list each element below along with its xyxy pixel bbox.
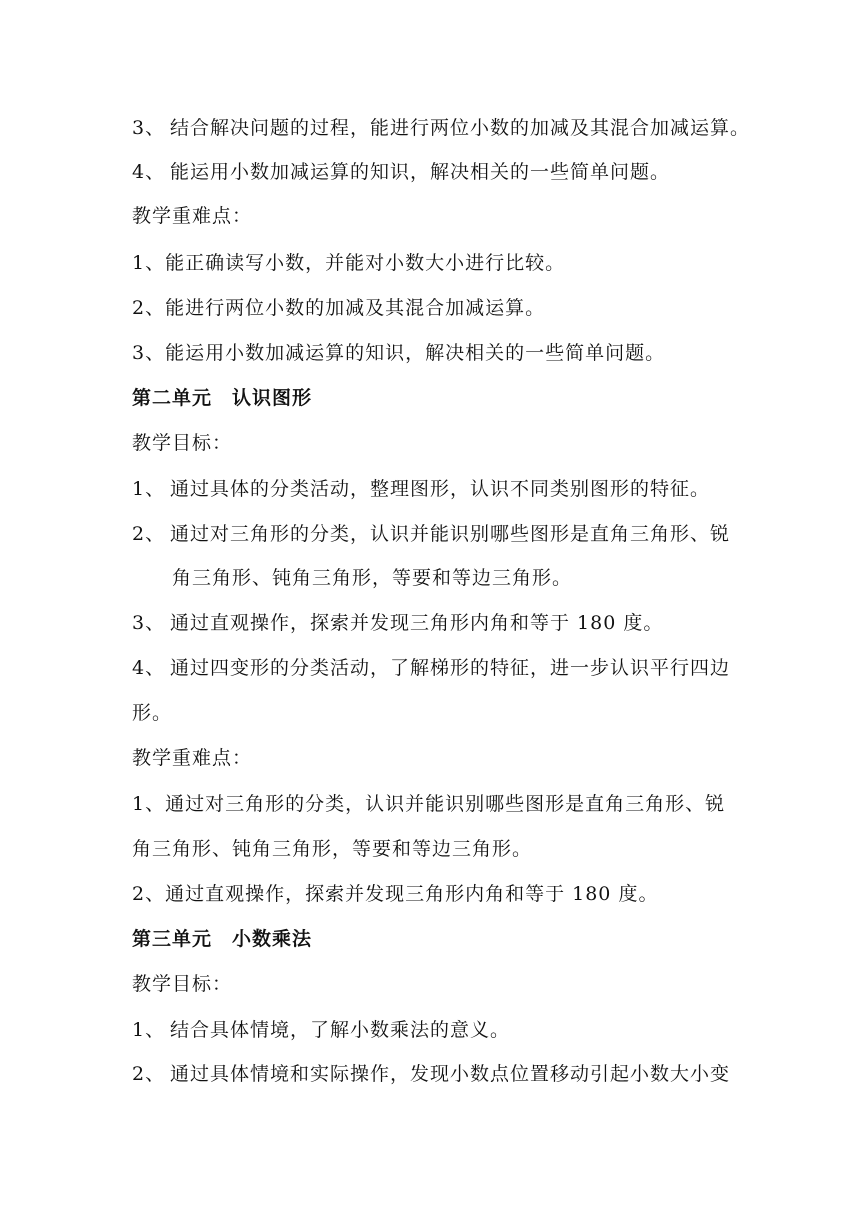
objective-item-2-continuation: 角三角形、钝角三角形，等要和等边三角形。 xyxy=(172,567,573,589)
objective-item-3 xyxy=(132,116,750,140)
item-number: 1、 xyxy=(132,1019,166,1041)
item-text: 能进行两位小数的加减及其混合加减运算。 xyxy=(165,297,546,319)
item-text: 结合解决问题的过程，能进行两位小数的加减及其混合加减运算。 xyxy=(170,117,751,139)
key-difficulties-label: 教学重难点： xyxy=(132,205,253,227)
item-number: 1、 xyxy=(132,252,166,274)
item-text: 通过具体情境和实际操作，发现小数点位置移动引起小数大小变 xyxy=(170,1063,731,1085)
objective-item-2 xyxy=(132,522,730,546)
item-text: 通过直观操作，探索并发现三角形内角和等于 180 度。 xyxy=(170,612,664,634)
unit-3-heading: 第三单元 小数乘法 xyxy=(132,928,313,950)
objective-item-1 xyxy=(132,1018,510,1042)
difficulty-item-1 xyxy=(132,251,565,275)
item-number: 1、 xyxy=(132,478,166,500)
item-text: 能正确读写小数，并能对小数大小进行比较。 xyxy=(165,252,566,274)
objective-item-2 xyxy=(132,1062,730,1086)
difficulty-item-3 xyxy=(132,341,665,365)
item-text: 能运用小数加减运算的知识，解决相关的一些简单问题。 xyxy=(165,342,666,364)
item-text: 通过对三角形的分类，认识并能识别哪些图形是直角三角形、锐 xyxy=(165,793,726,815)
item-number: 2、 xyxy=(132,523,166,545)
difficulty-item-2 xyxy=(132,882,658,906)
item-number: 2、 xyxy=(132,883,166,905)
item-number: 3、 xyxy=(132,612,166,634)
item-number: 2、 xyxy=(132,297,166,319)
teaching-objectives-label: 教学目标： xyxy=(132,973,233,995)
difficulty-item-1-continuation: 角三角形、钝角三角形，等要和等边三角形。 xyxy=(132,838,533,860)
objective-item-3 xyxy=(132,611,663,635)
item-number: 3、 xyxy=(132,117,166,139)
item-text: 能运用小数加减运算的知识，解决相关的一些简单问题。 xyxy=(170,161,671,183)
objective-item-1 xyxy=(132,477,710,501)
item-text: 通过对三角形的分类，认识并能识别哪些图形是直角三角形、锐 xyxy=(170,523,731,545)
teaching-objectives-label: 教学目标： xyxy=(132,432,233,454)
item-number: 4、 xyxy=(132,161,166,183)
objective-item-4-continuation: 形。 xyxy=(132,702,173,724)
item-number: 1、 xyxy=(132,793,166,815)
unit-2-heading: 第二单元 认识图形 xyxy=(132,387,313,409)
item-text: 通过具体的分类活动，整理图形，认识不同类别图形的特征。 xyxy=(170,478,711,500)
key-difficulties-label: 教学重难点： xyxy=(132,747,253,769)
item-number: 3、 xyxy=(132,342,166,364)
item-text: 通过直观操作，探索并发现三角形内角和等于 180 度。 xyxy=(165,883,659,905)
objective-item-4 xyxy=(132,656,730,680)
item-number: 2、 xyxy=(132,1063,166,1085)
objective-item-4 xyxy=(132,160,670,184)
item-text: 结合具体情境，了解小数乘法的意义。 xyxy=(170,1019,511,1041)
item-number: 4、 xyxy=(132,657,166,679)
difficulty-item-2 xyxy=(132,296,545,320)
item-text: 通过四变形的分类活动，了解梯形的特征，进一步认识平行四边 xyxy=(170,657,731,679)
difficulty-item-1 xyxy=(132,792,725,816)
